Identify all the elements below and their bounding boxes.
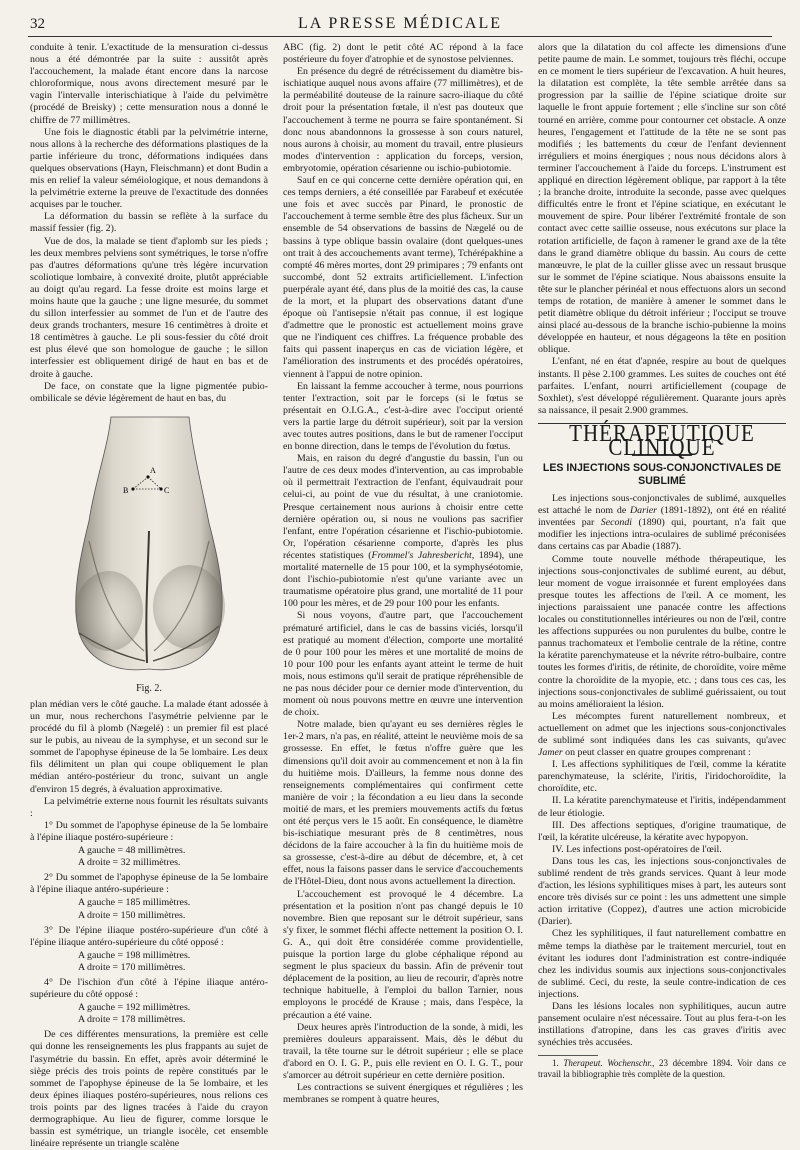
paragraph: plan médian vers le côté gauche. La malade étant adossée à un mur, nous recherchons l'asymétrie pelvienne par le procédé du fil à plomb (Nægelé) : un premier fil est placé sur le pubis, au niveau de la symphyse, et un second sur le sommet de l'apophyse épineuse de la 5e lombaire. Les deux fils délimitent un plan qui coupe obliquement le plan médian antéro-postérieur du tronc, suivant un angle d'environ 15 degrés, à évaluation approximative. — [30, 698, 268, 795]
column-2 — [283, 42, 523, 1106]
measurement-right: A droite = 32 millimètres. — [78, 857, 181, 869]
measurement-right: A droite = 178 millimètres. — [78, 1014, 186, 1026]
paragraph: Une fois le diagnostic établi par la pelvimétrie interne, nous allons à la recherche des déformations plastiques de la partie inférieure du tronc, déformations indiquées dans quelques observations (Hayn, Fleischmann) et dont Budin a mis en relief la valeur séméiologique, et nous demandons à la pelvimétrie externe la preuve de l'exactitude des données acquises par le toucher. — [30, 126, 268, 211]
list-item: III. Des affections septiques, d'origine traumatique, de l'œil, la kératite ulcéreuse, la kératite avec hypopyon. — [538, 819, 786, 843]
footnote-divider — [538, 1055, 598, 1056]
measurement-left: A gauche = 185 millimètres. — [78, 897, 191, 909]
paragraph: ABC (fig. 2) dont le petit côté AC répond à la face postérieure du foyer d'atrophie et de synostose pelviennes. — [283, 42, 523, 66]
fig-label-a: A — [150, 465, 156, 475]
paragraph: De face, on constate que la ligne pigmentée pubio-ombilicale se dévie légèrement de haut en bas, du — [30, 380, 268, 404]
measurement-values — [30, 1002, 268, 1026]
measurement-left: A gauche = 48 millimètres. — [78, 845, 186, 857]
paragraph: En laissant la femme accoucher à terme, nous pourrions tenter l'extraction, soit par le forceps (si le fœtus se présentait en O.I.G.A., c'est-à-dire avec l'occiput orienté vers la partie large du détroit supérieur), soit par la version avec toutes autres positions, dans le but de ramener l'occiput en bonne direction, dans le temps de l'évolution du fœtus. — [283, 380, 523, 453]
paragraph: En présence du degré de rétrécissement du diamètre bis-ischiatique auquel nous avons affaire (77 millimètres), et de la perméabilité douteuse de la rainure sacro-iliaque du côté droit pour la présentation fœtale, il n'est pas douteux que l'accouchement à terme ne pourra se faire spontanément. Si donc nous abandonnons la grossesse à son cours naturel, nous aurons à choisir, au moment du travail, entre plusieurs modes d'intervention : application du forceps, version, embryotomie, opération césarienne ou ischio-pubiotomie. — [283, 66, 523, 174]
figure-caption: Fig. 2. — [136, 682, 162, 694]
list-item: I. Les affections syphilitiques de l'œil, comme la kératite parenchymateuse, la sclérite, l'iritis, l'iridochoroïdite, la choroïdite, etc. — [538, 759, 786, 795]
paragraph: La déformation du bassin se reflète à la surface du massif fessier (fig. 2). — [30, 211, 268, 235]
paragraph: Comme toute nouvelle méthode thérapeutique, les injections sous-conjonctivales de sublimé eurent, au début, leur moment de vogue irraisonnée et furent employées dans presque toutes les affections de l'œil. A ce moment, les injections paraissaient une panacée contre les affections locales ou constitutionnelles intérieures ou non de l'œil, contre les affections suppurées ou non purulentes du bulbe, contre le pannus trachomateux et l'embolie centrale de la rétine, contre la kératite parenchymateuse et la névrite rétro-bulbaire, contre toutes les formes d'iritis, de rétinite, de choroïdite, voire même contre la choroïdite de la myopie, etc. ; dans tous ces cas, les injections sous-conjonctivales de sublimé guérissaient, ou tout au moins amélioraient la lésion. — [538, 553, 786, 710]
paragraph: La pelvimétrie externe nous fournit les résultats suivants : — [30, 795, 268, 819]
paragraph: Sauf en ce qui concerne cette dernière opération qui, en ces temps derniers, a été conseillée par Farabeuf et exécutée une fois et avec succès par Pinard, le pronostic de l'accouchement à terme semble être des plus fâcheux. Sur un ensemble de 54 observations de bassins de Nægelé ou de bassins à type oblique bassin ovalaire (dont quelques-unes ont trait à des accouchements avant terme), Tchérépakhine a compté 46 mères mortes, dont 29 primipares ; 79 enfants ont succombé, dont 52 extraits artificiellement. L'infection puerpérale ayant été, dans plus de la moitié des cas, la cause de la mort, et la plupart des observations datant d'une époque où l'antisepsie n'était pas connue, il est logique d'admettre que le pronostic est actuellement moins grave que ne l'indiquent ces chiffres. La fréquence probable des faits qui passent inaperçus en cas de viciation légère, et l'amélioration des instruments et des procédés opératoires, viennent à l'appui de notre opinion. — [283, 175, 523, 380]
text-run: Les mécomptes furent naturellement nombreux, et actuellement on admet que les injections sous-conjonctivales de sublimé sont indiquées dans les cas suivants, qu'avec — [538, 710, 786, 746]
section-title: THÉRAPEUTIQUE CLINIQUE — [569, 419, 755, 461]
text-run: Mais, en raison du degré d'angustie du bassin, l'un ou l'autre de ces deux modes d'intervention, au cas improbable où il permettrait l'extraction de l'enfant, équivaudrait pour celui-ci, au point de vue du résultat, à une craniotomie. Presque certainement nous aurions à choisir entre cette dernière opération ou, si nous ne voulions pas sacrifier l'enfant, entre l'opération césarienne et l'ischio-pubiotomie. Or, l'opération césarienne comporte, d'après les plus récentes statistiques ( — [283, 453, 523, 561]
measurement-values — [30, 897, 268, 921]
footnote — [538, 1058, 786, 1080]
paragraph: Dans les lésions locales non syphilitiques, aucun autre pansement oculaire n'est nécessaire. Tout au plus fera-t-on les instillations d'atropine, dans les cas graves d'iritis avec synéchies très accusées. — [538, 1001, 786, 1049]
page-header — [28, 14, 772, 37]
paragraph: Vue de dos, la malade se tient d'aplomb sur les pieds ; les deux membres pelviens sont symétriques, le torse n'offre pas d'autres déformations qu'une très légère incurvation scoliotique lombaire, à convexité droite, plutôt appréciable au doigt qu'au regard. La fesse droite est moins large et moins haute que la gauche ; une ligne mesurée, du sommet du sillon interfessier au sommet de l'un et de l'autre des deux grands trochanters, mesure 16 centimètres à droite et 18 centimètres à gauche. Le pli sous-fessier du côté droit est plus élevé que son homologue de gauche ; le sillon interfessier est obliquement dirigé de haut en bas et de droite à gauche. — [30, 235, 268, 380]
measurement-left: A gauche = 192 millimètres. — [78, 1002, 191, 1014]
paragraph: alors que la dilatation du col affecte les dimensions d'une petite paume de main. Le sommet, toujours très fléchi, occupe en ce moment le tiers supérieur de l'excavation. A huit heures, la dilatation est complète, la tête semble arrêtée dans sa progression par la saillie de l'épine sciatique droite sur laquelle le front appuie fortement ; elle s'incline sur son côté tourné en arrière, comme pour contourner cet obstacle. A onze heures, l'engagement et l'attitude de la tête ne se sont pas modifiés ; les battements du cœur de l'enfant deviennent irréguliers et moins énergiques ; nous nous décidons alors à terminer l'accouchement à l'aide du forceps. L'instrument est appliqué en direction légèrement oblique, par rapport à la tête ; la branche droite, introduite la seconde, passe avec quelques difficultés entre le front et l'épine sciatique, en exécutant le mouvement de spire. Pour libérer l'extrémité frontale de son contact avec cette saillie osseuse, nous exécutons sur place la rotation artificielle, de façon à ramener le grand axe de la tête dans le grand diamètre oblique du bassin. Au cours de cette manœuvre, le plat de la cuiller glisse avec un ressaut brusque sur le sommet de l'épine sciatique. Nous abaissons ensuite la tête sur le plancher périnéal et nous effectuons alors un second temps de rotation, de manière à amener le sommet dans le petit diamètre oblique du détroit inférieur ; l'occiput se trouve ainsi placé au-dessous de la branche ischio-pubienne la moins développée en hauteur, et nous dégageons la tête en position oblique. — [538, 42, 786, 356]
measurement-values — [30, 845, 268, 869]
list-item: II. La kératite parenchymateuse et l'iritis, indépendamment de leur étiologie. — [538, 795, 786, 819]
measurement-left: A gauche = 198 millimètres. — [78, 949, 191, 961]
column-1 — [30, 42, 268, 1150]
paragraph: Notre malade, bien qu'ayant eu ses dernières règles le 1er-2 mars, n'a pas, en réalité, atteint le neuvième mois de sa grossesse. En effet, le fœtus n'offre guère que les dimensions qu'il doit avoir au commencement et non à la fin du huitième mois. D'ailleurs, la femme nous donne des renseignements complémentaires qui confirment cette manière de voir ; la fécondation a eu lieu dans la seconde moitié de mars, et les premiers mouvements actifs du fœtus ont été perçus vers le 15 août. En conséquence, le diamètre bis-ischiatique mesurant près de 8 centimètres, nous décidons de la faire accoucher à la fin du huitième mois de sa grossesse, c'est-à-dire au début de décembre, et, à cet effet, nous la faisons passer dans le service d'accouchements de l'Hôtel-Dieu, dont nous avons actuellement la direction. — [283, 719, 523, 888]
list-item: IV. Les infections post-opératoires de l'œil. — [552, 843, 722, 855]
text-run: , 23 décembre 1894. Voir dans ce travail la bibliographie très complète de la question. — [538, 1058, 786, 1080]
paragraph: Deux heures après l'introduction de la sonde, à midi, les premières douleurs apparaissent. Mais, dès le début du travail, la tête tourne sur le détroit supérieur ; elle se place d'abord en O. I. G. P., puis elle revient en O. I. G. T., pour s'amorcer au détroit supérieur en cette dernière position. — [283, 1021, 523, 1081]
text-run: (1890) qui, pourtant, n'a fait que modifier les injections intra-oculaires de sublimé préconisées dans certains cas par Abadie (1887). — [538, 517, 786, 553]
text-run: , 1894), une mortalité maternelle de 15 pour 100, et la symphyséotomie, dont l'ischio-pubiotomie n'est qu'une variante avec un traumatisme opératoire plus grand, une mortalité de 11 pour 100 pour les mères, et de 29 pour 100 pour les enfants. — [283, 549, 523, 610]
paragraph: Si nous voyons, d'autre part, que l'accouchement prématuré artificiel, dans le cas de bassins viciés, lorsqu'il est pratiqué au moment d'élection, comporte une mortalité de 0 pour 100 pour les mères et une mortalité de moins de 10 pour 100 pour les enfants ayant atteint le terme de huit mois, nous estimons qu'il serait de pratique répréhensible de ne pas nous décider pour ce dernier mode d'intervention, du moment où nous pouvons mettre en œuvre une intervention de choix. — [283, 610, 523, 719]
paragraph: Les contractions se suivent énergiques et régulières ; les membranes se rompent à quatre heures, — [283, 1082, 523, 1106]
text-run: 1. — [552, 1058, 564, 1069]
author-name: Secondi — [600, 517, 633, 529]
paragraph: L'enfant, né en état d'apnée, respire au bout de quelques instants. Il pèse 2.100 grammes. Les suites de couches ont été parfaites. L'enfant, nourri artificiellement (coupage de Soxhlet), s'est développé régulièrement. Quarante jours après sa naissance, il pesait 2.900 grammes. — [538, 356, 786, 416]
text-run: (1891-1892), ont été en réalité inventées par — [538, 505, 786, 529]
author-name: Darier — [630, 505, 657, 517]
paragraph: conduite à tenir. L'exactitude de la mensuration ci-dessus nous a été démontrée par la suite : aussitôt après l'accouchement, la malade étant encore dans la narcose chloroformique, nous avons directement mesuré par le vagin l'intervalle interischiatique à l'aide du pelvimètre (procédé de Breisky) ; cette mensuration nous a donné le chiffre de 77 millimètres. — [30, 42, 268, 126]
measurement-right: A droite = 170 millimètres. — [78, 961, 186, 973]
paragraph — [283, 453, 523, 610]
paragraph: Dans tous les cas, les injections sous-conjonctivales de sublimé rendent de très grands services. Quant à leur mode d'action, les lésions syphilitiques mises à part, les auteurs sont encore très divisés sur ce point : les uns admettent une simple action irritative (Coppez), d'autres une action microbicide (Darier). — [538, 855, 786, 928]
page-number: 32 — [30, 16, 45, 32]
measurement-right: A droite = 150 millimètres. — [78, 909, 186, 921]
text-run: on peut classer en quatre groupes comprenant : — [562, 747, 751, 759]
measurement-heading: 2° Du sommet de l'apophyse épineuse de la 5e lombaire à l'épine iliaque antéro-supérieure : — [30, 872, 268, 896]
paragraph: Chez les syphilitiques, il faut naturellement combattre en même temps la diathèse par le traitement mercuriel, tout en évitant les iodures dont l'administration est contre-indiquée chez les individus soumis aux injections sous-conjonctivales de sublimé. Ceci, du reste, la seule contre-indication de ces injections. — [538, 928, 786, 1000]
fig-label-b: B — [123, 485, 129, 495]
measurement-heading: 3° De l'épine iliaque postéro-supérieure d'un côté à l'épine iliaque antéro-supérieure du côté opposé : — [30, 924, 268, 948]
paragraph: L'accouchement est provoqué le 4 décembre. La présentation et la position n'ont pas changé depuis le 10 novembre. Bien que reposant sur le détroit supérieur, sans s'y fixer, le sommet fléchi affecte nettement la position O. I. G. A., qui doit être considérée comme providentielle, puisque la portion large du globe céphalique répond au segment le plus spacieux du bassin. Afin de prévenir tout déplacement de la position, au lieu de recourir, d'après notre technique habituelle, à l'emploi du ballon Tarnier, nous employons le procédé de Krause ; mais, dans l'espèce, la précaution a été vaine. — [283, 888, 523, 1021]
measurement-values — [30, 950, 268, 974]
paragraph — [538, 711, 786, 759]
paragraph: De ces différentes mensurations, la première est celle qui donne les renseignements les plus frappants au sujet de l'asymétrie du bassin. En effet, après avoir déterminé le siège précis des trois points de repère constitués par le sommet de l'apophyse épineuse de la 5e lombaire, et les deux épines iliaques postéro-supérieures, nous relions ces trois points par des lignes tracées à l'aide du crayon dermographique. Au lieu de figurer, comme lorsque le bassin est symétrique, un triangle isocèle, cet ensemble linéaire représente un triangle scalène — [30, 1029, 268, 1150]
figure-2 — [30, 411, 268, 695]
measurement-heading: 1° Du sommet de l'apophyse épineuse de la 5e lombaire à l'épine iliaque postéro-supérieure : — [30, 819, 268, 843]
author-name: Jamer — [538, 747, 563, 759]
citation: Therapeut. Wochenschr. — [563, 1058, 653, 1069]
paragraph — [538, 493, 786, 553]
article-title: LES INJECTIONS SOUS-CONJONCTIVALES DE SUBLIMÉ — [542, 462, 782, 488]
journal-title: LA PRESSE MÉDICALE — [297, 15, 502, 32]
fig-label-c: C — [164, 485, 170, 495]
citation: Frommel's Jahresbericht — [371, 549, 472, 561]
column-3 — [538, 42, 786, 1102]
pelvis-back-illustration — [49, 411, 249, 681]
text-run: Les injections sous-conjonctivales de sublimé, auxquelles est attaché le nom de — [538, 493, 786, 517]
measurement-heading: 4° De l'ischion d'un côté à l'épine iliaque antéro-supérieure du côté opposé : — [30, 976, 268, 1001]
